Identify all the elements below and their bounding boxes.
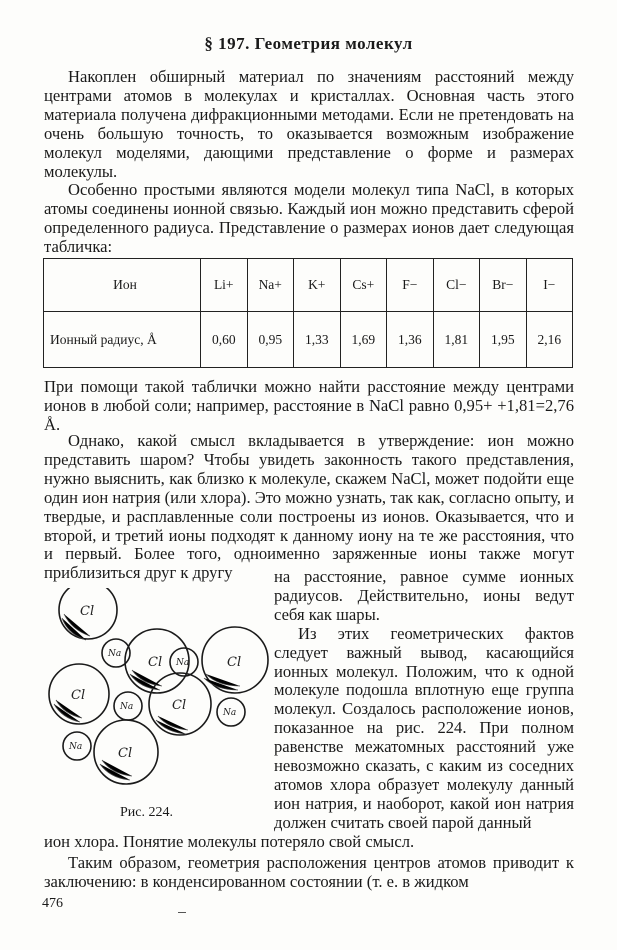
paragraph-5 xyxy=(274,568,574,833)
table-ion-cell: I− xyxy=(526,259,573,312)
table-ion-cell: Cl− xyxy=(433,259,480,312)
table-row-label: Ионный радиус, Å xyxy=(44,312,201,368)
cl-ion-label: Cl xyxy=(118,746,133,761)
table-value-cell: 1,95 xyxy=(480,312,527,368)
paragraph-7-text: Таким образом, геометрия расположения центров атомов приводит к заключению: в конденсированном состоянии (т. е. в жидком xyxy=(44,853,574,891)
table-ion-cell: Li+ xyxy=(201,259,248,312)
cl-ion-label: Cl xyxy=(148,655,163,670)
table-value-cell: 1,36 xyxy=(387,312,434,368)
table-value-cell: 0,95 xyxy=(247,312,294,368)
table-ion-cell: F− xyxy=(387,259,434,312)
paragraph-3-text: При помощи такой таблички можно найти расстояние между центрами ионов в любой соли; например, расстояние в NaCl равно 0,95+ +1,81=2,76 Å. xyxy=(44,377,574,434)
paragraph-4 xyxy=(44,432,574,583)
page-dash xyxy=(178,912,186,913)
cl-ion-label: Cl xyxy=(227,655,242,670)
paragraph-5a-text: на расстояние, равное сумме ионных радиусов. Действительно, ионы ведут себя как шары. xyxy=(274,567,574,624)
ion-radius-table xyxy=(43,258,573,368)
paragraph-3 xyxy=(44,378,574,435)
table-value-cell: 1,81 xyxy=(433,312,480,368)
paragraph-2 xyxy=(44,181,574,257)
table-ion-cell: Na+ xyxy=(247,259,294,312)
paragraph-2-text: Особенно простыми являются модели молекул типа NaCl, в которых атомы соединены ионной связью. Каждый ион можно представить сферой определенного радиуса. Представление о размерах ионов дает следующая табличка: xyxy=(44,180,574,256)
table-ion-cell: Br− xyxy=(480,259,527,312)
cl-ion-label: Cl xyxy=(172,698,187,713)
paragraph-5b-text: Из этих геометрических фактов следует важный вывод, касающийся ионных молекул. Положим, что к одной молекуле подошла вплотную еще группа молекул. Создалось расположение ионов, показанное на рис. 224. При полном равенстве межатомных расстояний уже невозможно сказать, с каким из соседних атомов хлора образует молекулу данный ион натрия, и наоборот, какой ион натрия должен считать своей парой данный xyxy=(274,623,574,832)
table-header-row xyxy=(44,259,573,312)
section-title: § 197. Геометрия молекул xyxy=(204,34,413,53)
table-value-cell: 1,33 xyxy=(294,312,341,368)
table-header-label: Ион xyxy=(44,259,201,312)
na-ion-label: Na xyxy=(69,742,83,752)
paragraph-6 xyxy=(44,833,574,852)
table-value-cell: 2,16 xyxy=(526,312,573,368)
table-value-cell: 1,69 xyxy=(340,312,387,368)
cl-ion-label: Cl xyxy=(71,688,86,703)
na-ion-label: Na xyxy=(108,649,122,659)
table-ion-cell: K+ xyxy=(294,259,341,312)
table-row-radius xyxy=(44,312,573,368)
cl-ion-label: Cl xyxy=(80,604,95,619)
paragraph-1-text: Накоплен обширный материал по значениям расстояний между центрами атомов в молекулах и кристаллах. Основная часть этого материала получена дифракционными методами. Если не претендовать на очень большую точность, то оказывается возможным изображение молекул моделями, дающими представление о форме и размерах молекулы. xyxy=(44,67,574,181)
na-ion-label: Na xyxy=(120,702,134,712)
figure-caption: Рис. 224. xyxy=(120,805,173,820)
paragraph-4-text: Однако, какой смысл вкладывается в утверждение: ион можно представить шаром? Чтобы увидеть законность такого представления, нужно выяснить, как близко к молекуле, скажем NaCl, может подойти еще один ион натрия (или хлора). Это можно узнать, так как, согласно опыту, и твердые, и расплавленные соли построены из ионов. Оказывается, что и второй, и третий ионы подходят к данному иону на те же расстояния, что и первый. Более того, одноименно заряженные ионы также могут приблизиться друг к другу xyxy=(44,431,574,583)
table-value-cell: 0,60 xyxy=(201,312,248,368)
paragraph-7 xyxy=(44,854,574,892)
na-ion-label: Na xyxy=(176,658,190,668)
paragraph-6-text: ион хлора. Понятие молекулы потеряло свой смысл. xyxy=(44,832,415,851)
page-number: 476 xyxy=(42,896,63,911)
na-ion-label: Na xyxy=(223,708,237,718)
table-ion-cell: Cs+ xyxy=(340,259,387,312)
paragraph-1 xyxy=(44,68,574,181)
figure-ion-packing xyxy=(44,588,274,820)
